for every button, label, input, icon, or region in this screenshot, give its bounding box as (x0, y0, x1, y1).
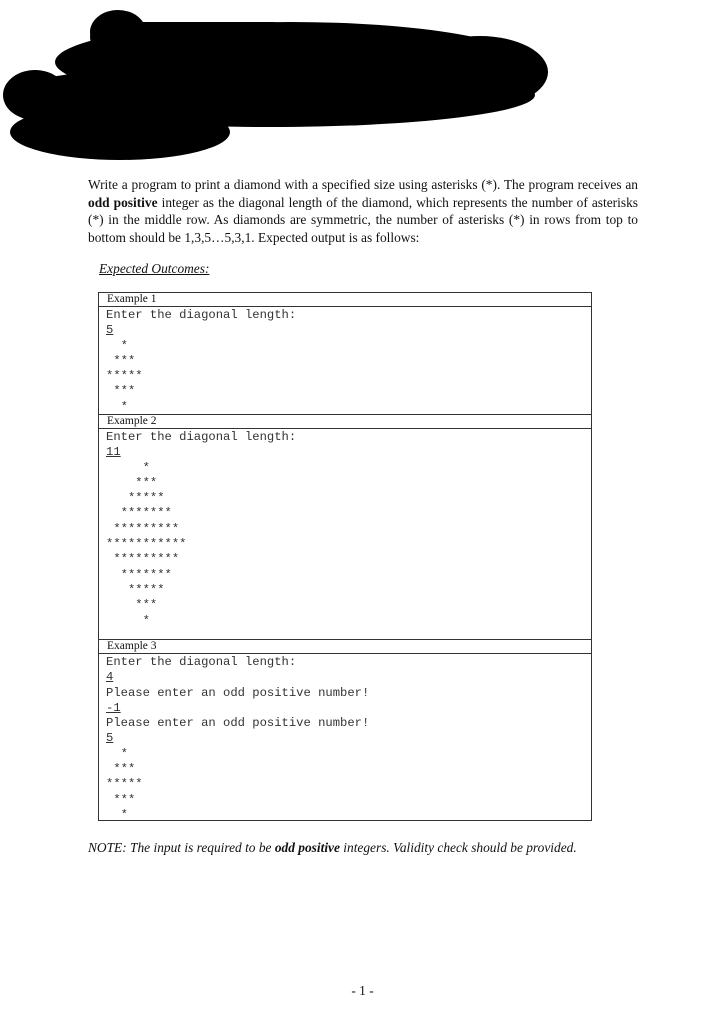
console-output-line: *** (106, 762, 136, 777)
examples-table (98, 292, 592, 821)
console-output-line: Enter the diagonal length: (106, 308, 297, 322)
console-input-line: 4 (106, 670, 114, 685)
page-number: - 1 - (351, 983, 374, 998)
console-input-line: 5 (106, 731, 114, 746)
console-output-line: ********* (106, 521, 180, 536)
example-3-output (106, 655, 369, 823)
note-text-2: integers. Validity check should be provided. (339, 840, 577, 855)
console-output-line: *** (106, 792, 136, 807)
example-2-output (106, 430, 296, 629)
console-output-line: *** (106, 475, 158, 490)
example-3-header: Example 3 (99, 639, 591, 654)
example-2-header: Example 2 (99, 414, 591, 429)
note-paragraph (88, 840, 577, 856)
console-output-line: *** (106, 598, 158, 613)
console-input-line: 11 (106, 445, 121, 460)
console-input-line: -1 (106, 700, 121, 715)
console-output-line: Please enter an odd positive number! (106, 685, 370, 700)
console-output-line: * (106, 399, 128, 414)
console-output-line: ***** (106, 491, 165, 506)
console-output-line: ***** (106, 369, 143, 384)
console-output-line: ******* (106, 567, 172, 582)
console-output-line: Enter the diagonal length: (106, 430, 297, 444)
note-bold-text: odd positive (274, 840, 340, 855)
console-output-line: *** (106, 353, 136, 368)
intro-bold-text: odd positive (88, 194, 158, 210)
console-output-line: * (106, 807, 128, 822)
console-output-line: ***** (106, 582, 165, 597)
intro-text-2: integer as the diagonal length of the diamond, which represents the number of asterisks (*) in the middle row. As diamonds are symmetric, the number of asterisks (*) in rows from top to bottom should be 1,3,5…5,3,1. Expected output is as follows: (88, 194, 638, 245)
console-output-line: Enter the diagonal length: (106, 655, 297, 669)
console-output-line: *********** (106, 537, 187, 552)
outcomes-heading: Expected Outcomes: (99, 261, 210, 276)
console-output-line: ******* (106, 506, 172, 521)
console-output-line: * (106, 613, 150, 628)
example-1-output (106, 308, 296, 415)
console-output-line: * (106, 746, 128, 761)
note-text-1: NOTE: The input is required to be (88, 840, 275, 855)
console-output-line: ***** (106, 777, 143, 792)
intro-text-1: Write a program to print a diamond with a specified size using asterisks (*). The program receives an (88, 177, 638, 192)
console-input-line: 5 (106, 323, 114, 338)
console-output-line: * (106, 338, 128, 353)
redaction-scribble (0, 0, 725, 170)
intro-paragraph (88, 176, 638, 246)
console-output-line: *** (106, 384, 136, 399)
example-1-header: Example 1 (99, 293, 591, 307)
console-output-line: Please enter an odd positive number! (106, 716, 370, 731)
console-output-line: ********* (106, 552, 180, 567)
console-output-line: * (106, 460, 150, 475)
